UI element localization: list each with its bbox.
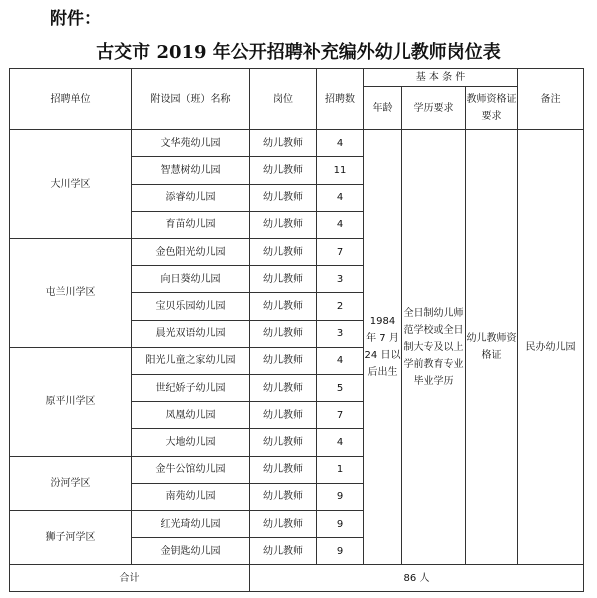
- count-cell: 9: [317, 511, 364, 538]
- post-cell: 幼儿教师: [250, 429, 317, 456]
- certificate-requirement-cell: 幼儿教师资格证: [466, 130, 518, 565]
- count-cell: 4: [317, 130, 364, 157]
- kindergarten-name-cell: 宝贝乐园幼儿园: [132, 293, 250, 320]
- kindergarten-name-cell: 世纪娇子幼儿园: [132, 374, 250, 401]
- header-row-1: [10, 69, 584, 87]
- post-cell: 幼儿教师: [250, 130, 317, 157]
- post-cell: 幼儿教师: [250, 538, 317, 565]
- unit-cell: 原平川学区: [10, 347, 132, 456]
- header-age: 年龄: [364, 87, 402, 130]
- count-cell: 4: [317, 184, 364, 211]
- kindergarten-name-cell: 向日葵幼儿园: [132, 266, 250, 293]
- kindergarten-name-cell: 大地幼儿园: [132, 429, 250, 456]
- count-cell: 9: [317, 538, 364, 565]
- total-value: 86 人: [250, 565, 584, 592]
- kindergarten-name-cell: 晨光双语幼儿园: [132, 320, 250, 347]
- attachment-label: 附件：: [50, 9, 101, 29]
- post-cell: 幼儿教师: [250, 184, 317, 211]
- post-cell: 幼儿教师: [250, 374, 317, 401]
- header-post: 岗位: [250, 69, 317, 130]
- header-kindergarten: 附设园（班）名称: [132, 69, 250, 130]
- post-cell: 幼儿教师: [250, 402, 317, 429]
- kindergarten-name-cell: 育苗幼儿园: [132, 211, 250, 238]
- header-education: 学历要求: [402, 87, 466, 130]
- total-label: 合计: [10, 565, 250, 592]
- header-basic-conditions: 基 本 条 件: [364, 69, 518, 87]
- post-cell: 幼儿教师: [250, 157, 317, 184]
- count-cell: 4: [317, 429, 364, 456]
- document-title: 古交市 2019 年公开招聘补充编外幼儿教师岗位表: [96, 42, 501, 63]
- kindergarten-name-cell: 添睿幼儿园: [132, 184, 250, 211]
- count-cell: 2: [317, 293, 364, 320]
- unit-cell: 大川学区: [10, 130, 132, 239]
- kindergarten-name-cell: 智慧树幼儿园: [132, 157, 250, 184]
- post-cell: 幼儿教师: [250, 347, 317, 374]
- count-cell: 7: [317, 238, 364, 265]
- count-cell: 3: [317, 320, 364, 347]
- post-cell: 幼儿教师: [250, 483, 317, 510]
- unit-cell: 狮子河学区: [10, 511, 132, 565]
- count-cell: 1: [317, 456, 364, 483]
- kindergarten-name-cell: 阳光儿童之家幼儿园: [132, 347, 250, 374]
- count-cell: 9: [317, 483, 364, 510]
- post-cell: 幼儿教师: [250, 266, 317, 293]
- kindergarten-name-cell: 红光琦幼儿园: [132, 511, 250, 538]
- remarks-cell: 民办幼儿园: [518, 130, 584, 565]
- post-cell: 幼儿教师: [250, 211, 317, 238]
- table-row: [10, 130, 584, 157]
- education-requirement-cell: 全日制幼儿师范学校或全日制大专及以上学前教育专业毕业学历: [402, 130, 466, 565]
- count-cell: 4: [317, 347, 364, 374]
- post-cell: 幼儿教师: [250, 320, 317, 347]
- header-unit: 招聘单位: [10, 69, 132, 130]
- kindergarten-name-cell: 金色阳光幼儿园: [132, 238, 250, 265]
- post-cell: 幼儿教师: [250, 511, 317, 538]
- unit-cell: 屯兰川学区: [10, 238, 132, 347]
- count-cell: 3: [317, 266, 364, 293]
- count-cell: 11: [317, 157, 364, 184]
- kindergarten-name-cell: 凤凰幼儿园: [132, 402, 250, 429]
- post-cell: 幼儿教师: [250, 456, 317, 483]
- kindergarten-name-cell: 金牛公馆幼儿园: [132, 456, 250, 483]
- count-cell: 5: [317, 374, 364, 401]
- total-row: [10, 565, 584, 592]
- header-remarks: 备注: [518, 69, 584, 130]
- count-cell: 4: [317, 211, 364, 238]
- kindergarten-name-cell: 金钥匙幼儿园: [132, 538, 250, 565]
- recruitment-table: [9, 68, 584, 592]
- header-count: 招聘数: [317, 69, 364, 130]
- kindergarten-name-cell: 文华苑幼儿园: [132, 130, 250, 157]
- count-cell: 7: [317, 402, 364, 429]
- header-certificate: 教师资格证要求: [466, 87, 518, 130]
- unit-cell: 汾河学区: [10, 456, 132, 510]
- post-cell: 幼儿教师: [250, 293, 317, 320]
- kindergarten-name-cell: 南苑幼儿园: [132, 483, 250, 510]
- post-cell: 幼儿教师: [250, 238, 317, 265]
- age-requirement-cell: 1984 年 7 月 24 日以后出生: [364, 130, 402, 565]
